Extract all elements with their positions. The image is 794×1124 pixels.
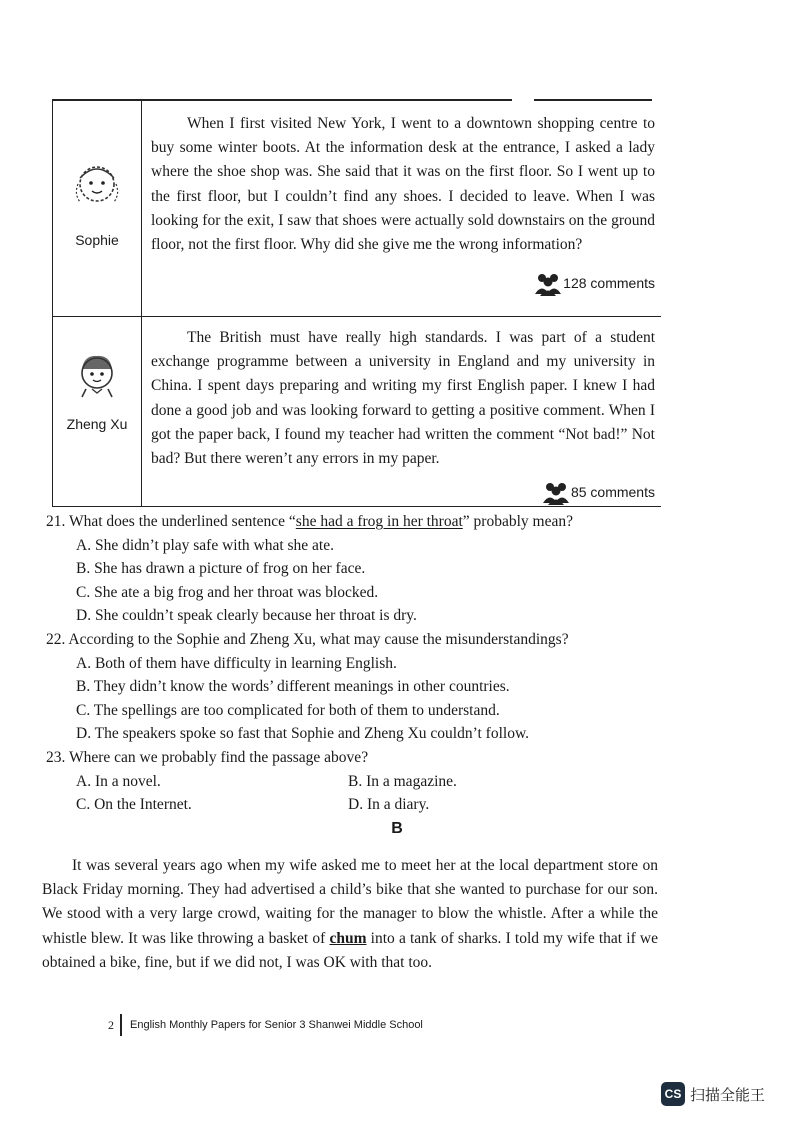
option-21-c[interactable]: C. She ate a big frog and her throat was blocked. <box>76 583 379 601</box>
option-row <box>76 793 666 817</box>
comment-count-label: 128 comments <box>563 275 655 291</box>
camscanner-logo: CS <box>661 1082 685 1106</box>
passage-text: into a tank of sharks. I told my wife that if we obtained a bike, fine, but if we did not, I was OK with that too. <box>42 929 658 971</box>
reading-passage <box>42 854 658 975</box>
underlined-sentence: she had a frog in her throat <box>295 513 463 530</box>
option-22-c[interactable]: C. The spellings are too complicated for both of them to understand. <box>76 701 500 719</box>
option-23-c[interactable]: C. On the Internet. <box>76 796 192 814</box>
option-23-d[interactable]: D. In a diary. <box>348 796 430 814</box>
question-22-stem: 22. According to the Sophie and Zheng Xu, what may cause the misunderstandings? <box>46 630 569 648</box>
user-column <box>53 317 142 506</box>
passage-text: It was several years ago when my wife asked me to meet her at the local department store on Black Friday morning. They had advertised a child’s bike that she wanted to purchase for our son. We stood with a very large crowd, waiting for the manager to blow the whistle. After a while the whistle blew. It was like throwing a basket of <box>42 857 658 947</box>
comment-count[interactable] <box>533 270 655 296</box>
option-22-a[interactable]: A. Both of them have difficulty in learning English. <box>76 654 397 672</box>
scanner-watermark <box>661 1082 765 1106</box>
option-23-a[interactable]: A. In a novel. <box>76 772 161 790</box>
page-number: 2 <box>108 1017 114 1032</box>
post-row-sophie <box>53 100 661 317</box>
scanner-app-name: 扫描全能王 <box>690 1085 766 1104</box>
user-column <box>53 100 142 316</box>
people-icon <box>541 479 571 505</box>
boy-avatar-icon <box>70 349 124 399</box>
option-22-b[interactable]: B. They didn’t know the words’ different meanings in other countries. <box>76 678 510 696</box>
footer-title: English Monthly Papers for Senior 3 Shanwei Middle School <box>130 1019 423 1031</box>
forum-posts-table <box>52 100 661 507</box>
underlined-word: chum <box>329 929 367 947</box>
post-row-zheng-xu <box>53 317 661 506</box>
people-icon <box>533 270 563 296</box>
footer-divider <box>120 1014 122 1036</box>
post-paragraph: The British must have really high standards. I was part of a student exchange programme between a university in England and my university in China. I spent days preparing and writing my first English paper. I knew I had done a good job and was looking forward to getting a positive comment. When I got the paper back, I found my teacher had written the comment “Not bad!” Not bad? But there weren’t any errors in my paper. <box>151 329 655 468</box>
post-paragraph: When I first visited New York, I went to a downtown shopping centre to buy some winter boots. At the information desk at the entrance, I asked a lady where the shoe shop was. She said that it was on the first floor. So I went up to the first floor, but I couldn’t find any shoes. I decided to leave. When I was looking for the exit, I saw that shoes were actually sold downstairs on the ground floor, not the first floor. Why did she give me the wrong information? <box>151 115 655 254</box>
username-label: Zheng Xu <box>66 416 128 432</box>
question-23-stem: 23. Where can we probably find the passage above? <box>46 748 369 766</box>
username-label: Sophie <box>75 232 119 248</box>
option-21-b[interactable]: B. She has drawn a picture of frog on her face. <box>76 560 366 578</box>
girl-avatar-icon <box>70 158 124 208</box>
comment-count[interactable] <box>541 479 655 505</box>
page-footer <box>108 1014 423 1036</box>
post-text <box>151 112 655 257</box>
question-21-stem <box>46 510 666 534</box>
post-text <box>151 326 655 471</box>
section-heading: B <box>391 820 403 837</box>
option-row <box>76 770 666 794</box>
stem-text: 21. What does the underlined sentence “ <box>46 513 296 530</box>
option-21-a[interactable]: A. She didn’t play safe with what she ate. <box>76 536 334 554</box>
comment-count-label: 85 comments <box>570 484 655 500</box>
question-block <box>46 510 666 817</box>
option-21-d[interactable]: D. She couldn’t speak clearly because her throat is dry. <box>76 607 417 625</box>
option-22-d[interactable]: D. The speakers spoke so fast that Sophie and Zheng Xu couldn’t follow. <box>76 725 530 743</box>
passage-paragraph <box>42 854 658 975</box>
stem-text: ” probably mean? <box>462 513 573 530</box>
option-23-b[interactable]: B. In a magazine. <box>348 772 457 790</box>
